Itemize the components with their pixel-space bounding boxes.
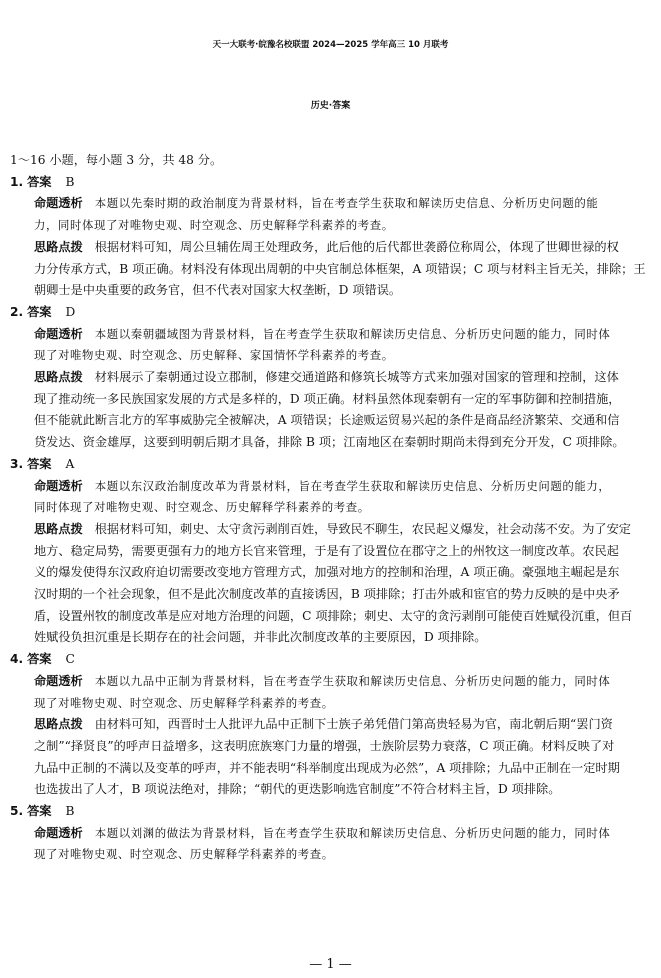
approach-line — [34, 369, 619, 385]
question-number: 2. — [10, 304, 24, 319]
approach-text: 盾，设置州牧的制度改革是应对地方治理的问题，C 项排除；刺史、太守的贪污剥削可能使百姓赋役沉重，但百 — [34, 608, 633, 623]
approach-line — [34, 282, 401, 298]
analysis-line — [34, 499, 370, 515]
approach-text: 根据材料可知，刺史、太守贪污剥削百姓，导致民不聊生，农民起义爆发，社会动荡不安。为了安定 — [94, 521, 631, 536]
approach-line — [34, 543, 619, 559]
analysis-text: 现了对唯物史观、时空观念、历史解释学科素养的考查。 — [34, 695, 334, 710]
intro-line: 1～16 小题，每小题 3 分，共 48 分。 — [10, 153, 223, 167]
question-header — [10, 803, 74, 819]
approach-text: 九品中正制的不满以及变革的呼声，并不能表明“科举制度出现成为必然”，A 项排除；九品中正制在一定时期 — [34, 760, 620, 775]
approach-text: 地方、稳定局势，需要更强有力的地方长官来管理，于是有了设置位在郡守之上的州牧这一制度改革。农民起 — [34, 543, 619, 558]
approach-text: 根据材料可知，周公旦辅佐周王处理政务，此后他的后代都世袭爵位称周公，体现了世卿世禄的权 — [94, 239, 619, 254]
approach-line — [34, 261, 646, 277]
page-number: — 1 — — [309, 957, 352, 972]
approach-line — [34, 434, 625, 450]
question-header — [10, 456, 74, 472]
analysis-label: 命题透析 — [34, 326, 83, 341]
approach-line — [34, 521, 631, 537]
approach-text: 由材料可知，西晋时士人批评九品中正制下士族子弟凭借门第高贵轻易为官，南北朝后期“罢门资 — [94, 717, 613, 732]
analysis-line — [34, 825, 610, 841]
analysis-line — [34, 695, 334, 711]
analysis-line — [34, 195, 598, 211]
analysis-line — [34, 478, 610, 494]
answer-choice: B — [65, 174, 75, 189]
approach-line — [34, 239, 619, 255]
approach-text: 材料展示了秦朝通过设立郡制，修建交通道路和修筑长城等方式来加强对国家的管理和控制，这体 — [94, 370, 619, 384]
question-header — [10, 304, 75, 320]
answer-choice: D — [65, 304, 76, 319]
approach-line — [34, 738, 614, 754]
approach-text: 姓赋役负担沉重是长期存在的社会问题，并非此次制度改革的主要原因，D 项排除。 — [34, 630, 487, 645]
approach-text: 之制”“择贤良”的呼声日益增多，这表明庶族寒门力量的增强，士族阶层势力衰落，C 项正确。材料反映了对 — [34, 738, 615, 753]
approach-line — [34, 586, 620, 602]
analysis-text: 力，同时体现了对唯物史观、时空观念、历史解释学科素养的考查。 — [34, 218, 394, 233]
analysis-text: 本题以东汉政治制度改革为背景材料，旨在考查学生获取和解读历史信息、分析历史问题的能力， — [94, 478, 611, 493]
analysis-text: 本题以九品中正制为背景材料，旨在考查学生获取和解读历史信息、分析历史问题的能力，同时体 — [94, 673, 611, 688]
analysis-label: 命题透析 — [34, 478, 83, 493]
approach-text: 但不能就此断言北方的军事威胁完全被解决，A 项错误；长途贩运贸易兴起的条件是商品经济繁荣、交通和信 — [34, 413, 620, 428]
analysis-line — [34, 347, 394, 363]
answer-choice: B — [65, 804, 75, 818]
question-header — [10, 651, 75, 667]
analysis-text: 现了对唯物史观、时空观念、历史解释、家国情怀学科素养的考查。 — [34, 348, 394, 363]
subject-title: 历史·答案 — [310, 101, 351, 111]
approach-text: 也选拔出了人才，B 项说法绝对，排除；“朝代的更迭影响选官制度”不符合材料主旨，D 项排除。 — [34, 782, 561, 797]
question-header — [10, 174, 74, 190]
analysis-text: 现了对唯物史观、时空观念、历史解释学科素养的考查。 — [34, 847, 334, 862]
answer-choice: A — [65, 456, 75, 471]
approach-line — [34, 391, 620, 407]
analysis-line — [34, 326, 610, 342]
question-number: 5. — [10, 804, 24, 818]
approach-line — [34, 608, 632, 624]
approach-text: 力分传承方式，B 项正确。材料没有体现出周朝的中央官制总体框架，A 项错误；C 项与材料主旨无关，排除；王 — [34, 261, 646, 276]
question-number: 4. — [10, 652, 24, 667]
approach-line — [34, 781, 560, 797]
analysis-line — [34, 217, 394, 233]
approach-line — [34, 760, 620, 776]
analysis-text: 本题以先秦时期的政治制度为背景材料，旨在考查学生获取和解读历史信息、分析历史问题的能 — [94, 196, 599, 211]
analysis-line — [34, 673, 610, 689]
exam-title: 天一大联考·皖豫名校联盟 2024—2025 学年高三 10 月联考 — [212, 40, 449, 50]
approach-text: 现了推动统一多民族国家发展的方式是多样的，D 项正确。材料虽然体现秦朝有一定的军事防御和控制措施， — [34, 391, 621, 406]
analysis-label: 命题透析 — [34, 196, 83, 211]
approach-line — [34, 412, 620, 428]
analysis-line — [34, 846, 334, 862]
answer-label: 答案 — [27, 804, 52, 818]
approach-label: 思路点拨 — [34, 370, 83, 384]
approach-text: 汉时期的一个社会现象，但不是此次制度改革的直接诱因，B 项排除；打击外戚和宦官的势力反映的是中央矛 — [34, 587, 620, 601]
approach-label: 思路点拨 — [34, 717, 83, 732]
question-number: 1. — [10, 174, 24, 189]
answer-choice: C — [65, 652, 75, 667]
answer-label: 答案 — [27, 304, 52, 319]
analysis-text: 本题以刘渊的做法为背景材料，旨在考查学生获取和解读历史信息、分析历史问题的能力，同时体 — [94, 825, 611, 840]
answer-label: 答案 — [27, 652, 52, 667]
approach-line — [34, 564, 620, 580]
analysis-text: 同时体现了对唯物史观、时空观念、历史解释学科素养的考查。 — [34, 500, 370, 515]
approach-line — [34, 716, 613, 732]
approach-label: 思路点拨 — [34, 239, 83, 254]
answer-label: 答案 — [27, 456, 52, 471]
analysis-label: 命题透析 — [34, 673, 83, 688]
answer-label: 答案 — [27, 174, 52, 189]
question-number: 3. — [10, 456, 24, 471]
analysis-text: 本题以秦朝疆域图为背景材料，旨在考查学生获取和解读历史信息、分析历史问题的能力，同时体 — [94, 326, 611, 341]
approach-line — [34, 629, 486, 645]
approach-label: 思路点拨 — [34, 521, 83, 536]
approach-text: 贷发达、资金雄厚，这要到明朝后期才具备，排除 B 项；江南地区在秦朝时期尚未得到充分开发，C 项排除。 — [34, 435, 625, 450]
approach-text: 朝卿士是中央重要的政务官，但不代表对国家大权垄断，D 项错误。 — [34, 283, 402, 298]
approach-text: 义的爆发使得东汉政府迫切需要改变地方管理方式，加强对地方的控制和治理，A 项正确。豪强地主崛起是东 — [34, 565, 620, 580]
analysis-label: 命题透析 — [34, 825, 83, 840]
